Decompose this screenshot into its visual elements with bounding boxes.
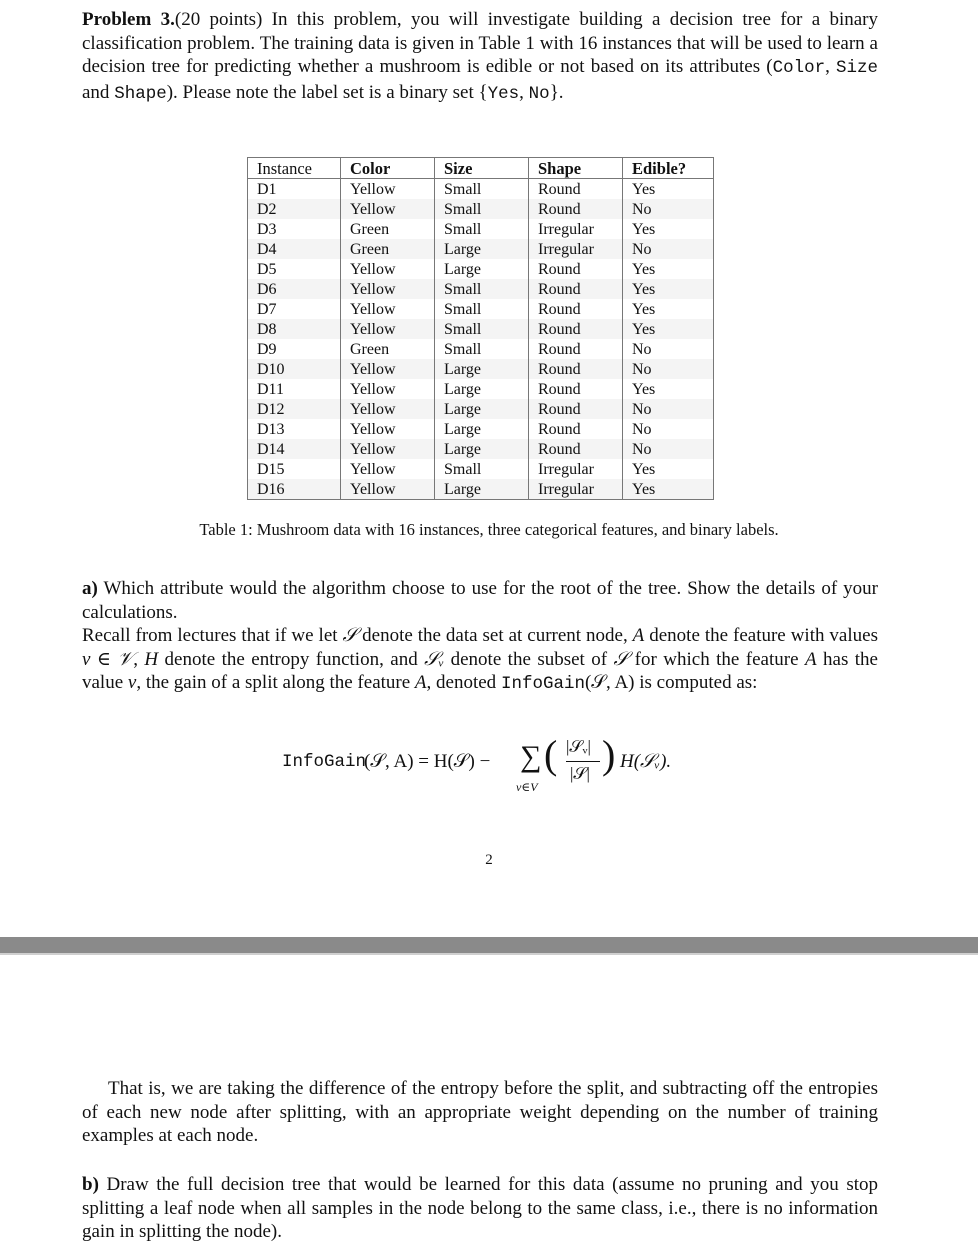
cell-edible: Yes [623,259,714,279]
cell-color: Yellow [341,319,435,339]
cell-shape: Round [529,179,623,200]
separator: , [519,81,529,103]
cell-shape: Round [529,419,623,439]
formula-frac-line [566,761,600,762]
cell-size: Large [435,239,529,259]
table-row [248,179,714,200]
infogain-args: (𝒮, A) [584,672,635,694]
cell-size: Small [435,339,529,359]
cell-shape: Round [529,279,623,299]
recall-text: denote the subset of [444,648,614,670]
cell-size: Large [435,379,529,399]
cell-shape: Irregular [529,479,623,500]
part-b [82,1173,878,1244]
cell-instance: D11 [248,379,341,399]
problem-intro-text: (20 points) In this problem, you will investigate building a decision tree for a binary classification problem. The training data is given in Table 1 with 16 instances that will be used to learn a decision tree for predicting whether a mushroom is edible or not based on its attributes ( [82,9,878,78]
table-row [248,399,714,419]
cell-edible: Yes [623,179,714,200]
infogain-formula [282,732,702,795]
cell-shape: Round [529,339,623,359]
cell-instance: D4 [248,239,341,259]
part-a [82,577,878,697]
table-caption: Table 1: Mushroom data with 16 instances, three categorical features, and binary labels. [199,520,779,539]
table-row [248,259,714,279]
table-body [248,179,714,500]
part-b-label: b) [82,1174,99,1195]
part-a-question: Which attribute would the algorithm choose to use for the root of the tree. Show the details of your calculations. [82,578,878,623]
cell-instance: D7 [248,299,341,319]
cell-instance: D9 [248,339,341,359]
cell-instance: D15 [248,459,341,479]
cell-instance: D10 [248,359,341,379]
recall-text: has the value [82,648,878,694]
formula-lhs-args: (𝒮, A) = H(𝒮) − [364,751,491,772]
cell-edible: No [623,419,714,439]
cell-instance: D1 [248,179,341,200]
table-row [248,199,714,219]
table-row [248,379,714,399]
problem-heading: Problem 3. [82,9,175,30]
cell-color: Yellow [341,379,435,399]
cell-color: Yellow [341,199,435,219]
cell-color: Yellow [341,479,435,500]
symbol-A: A [632,625,645,647]
symbol-A: A [414,672,427,694]
recall-text: , [133,648,145,670]
formula-paren-right: ) [602,732,616,777]
formula-paren-left: ( [544,732,558,777]
cell-instance: D8 [248,319,341,339]
cell-size: Large [435,479,529,500]
cell-color: Yellow [341,359,435,379]
formula-sum-sub: v∈V [516,780,538,794]
symbol-Sv: 𝒮ᵥ [424,648,445,670]
table-row [248,339,714,359]
cell-shape: Round [529,199,623,219]
header-shape: Shape [529,158,623,179]
recall-text: denote the feature with values [644,625,878,647]
cell-color: Yellow [341,259,435,279]
recall-text: denote the entropy function, and [158,648,425,670]
cell-instance: D14 [248,439,341,459]
cell-edible: Yes [623,379,714,399]
cell-color: Green [341,239,435,259]
cell-edible: No [623,359,714,379]
table-row [248,439,714,459]
symbol-A: A [804,648,817,670]
page-divider-edge [0,953,978,955]
cell-color: Yellow [341,419,435,439]
cell-shape: Round [529,359,623,379]
mushroom-data-table [247,157,714,500]
separator: , [825,56,836,78]
cell-edible: Yes [623,279,714,299]
table-row [248,239,714,259]
symbol-in: ∈ [90,648,118,670]
recall-text: denote the data set at current node, [357,625,633,647]
table-row [248,419,714,439]
symbol-V: 𝒱 [117,648,134,670]
cell-edible: No [623,339,714,359]
cell-edible: Yes [623,219,714,239]
recall-text: is computed as: [634,672,758,694]
symbol-S: 𝒮 [342,625,358,647]
attr-color: Color [772,58,826,79]
recall-text: , denoted [426,672,501,694]
cell-size: Small [435,199,529,219]
cell-shape: Round [529,259,623,279]
cell-size: Large [435,439,529,459]
cell-instance: D12 [248,399,341,419]
cell-shape: Irregular [529,459,623,479]
cell-size: Small [435,299,529,319]
cell-color: Green [341,339,435,359]
page-number: 2 [485,852,493,868]
table-header-row [248,158,714,179]
cell-size: Small [435,279,529,299]
cell-instance: D3 [248,219,341,239]
separator: and [82,81,115,103]
table-row [248,319,714,339]
continuation-text: That is, we are taking the difference of the entropy before the split, and subtracting off the entropies of each new node after splitting, with an appropriate weight depending on the number of training examples at each node. [82,1078,878,1147]
label-no: No [528,83,550,104]
cell-size: Large [435,259,529,279]
cell-edible: No [623,199,714,219]
cell-size: Large [435,359,529,379]
header-edible: Edible? [623,158,714,179]
cell-color: Yellow [341,439,435,459]
cell-size: Large [435,419,529,439]
cell-color: Yellow [341,299,435,319]
cell-edible: No [623,439,714,459]
cell-instance: D5 [248,259,341,279]
cell-edible: Yes [623,479,714,500]
problem-statement [82,8,878,106]
cell-edible: No [623,399,714,419]
label-yes: Yes [487,83,520,104]
recall-text: , the gain of a split along the feature [136,672,415,694]
cell-shape: Round [529,399,623,419]
cell-size: Small [435,219,529,239]
header-size: Size [435,158,529,179]
cell-instance: D16 [248,479,341,500]
formula-frac-den: |𝒮| [570,764,590,783]
formula-sum-sign: ∑ [520,740,542,773]
symbol-S: 𝒮 [613,648,629,670]
cell-edible: No [623,239,714,259]
attr-shape: Shape [114,83,167,104]
infogain-name: InfoGain [500,674,585,695]
cell-color: Green [341,219,435,239]
cell-instance: D6 [248,279,341,299]
header-instance: Instance [248,158,341,179]
table-row [248,479,714,500]
cell-instance: D2 [248,199,341,219]
part-a-label: a) [82,578,98,599]
header-color: Color [341,158,435,179]
symbol-H: H [144,648,159,670]
cell-color: Yellow [341,179,435,200]
table-row [248,299,714,319]
cell-shape: Round [529,319,623,339]
cell-size: Small [435,459,529,479]
symbol-v: v [127,672,137,694]
table-row [248,459,714,479]
cell-edible: Yes [623,459,714,479]
cell-edible: Yes [623,319,714,339]
table-row [248,359,714,379]
cell-color: Yellow [341,459,435,479]
table-row [248,279,714,299]
recall-text: for which the feature [628,648,805,670]
cell-shape: Round [529,439,623,459]
cell-color: Yellow [341,399,435,419]
part-b-question: Draw the full decision tree that would be learned for this data (assume no pruning and you stop splitting a leaf node when all samples in the node belong to the same class, i.e., there is no information gain in splitting the node). [82,1174,878,1243]
cell-shape: Irregular [529,239,623,259]
symbol-v: v [82,648,91,670]
cell-shape: Round [529,299,623,319]
cell-shape: Round [529,379,623,399]
table-row [248,219,714,239]
formula-frac-num: |𝒮ᵥ| [566,737,591,756]
recall-text: Recall from lectures that if we let [82,625,343,647]
problem-intro-text: ). Please note the label set is a binary set { [166,81,488,103]
cell-size: Large [435,399,529,419]
page-divider [0,937,978,953]
cell-size: Small [435,179,529,200]
cell-instance: D13 [248,419,341,439]
cell-size: Small [435,319,529,339]
attr-size: Size [836,58,879,79]
formula-tail: H(𝒮ᵥ). [620,751,672,772]
cell-edible: Yes [623,299,714,319]
cell-shape: Irregular [529,219,623,239]
problem-intro-text: }. [549,81,564,103]
cell-color: Yellow [341,279,435,299]
formula-lhs: InfoGain [282,752,367,772]
